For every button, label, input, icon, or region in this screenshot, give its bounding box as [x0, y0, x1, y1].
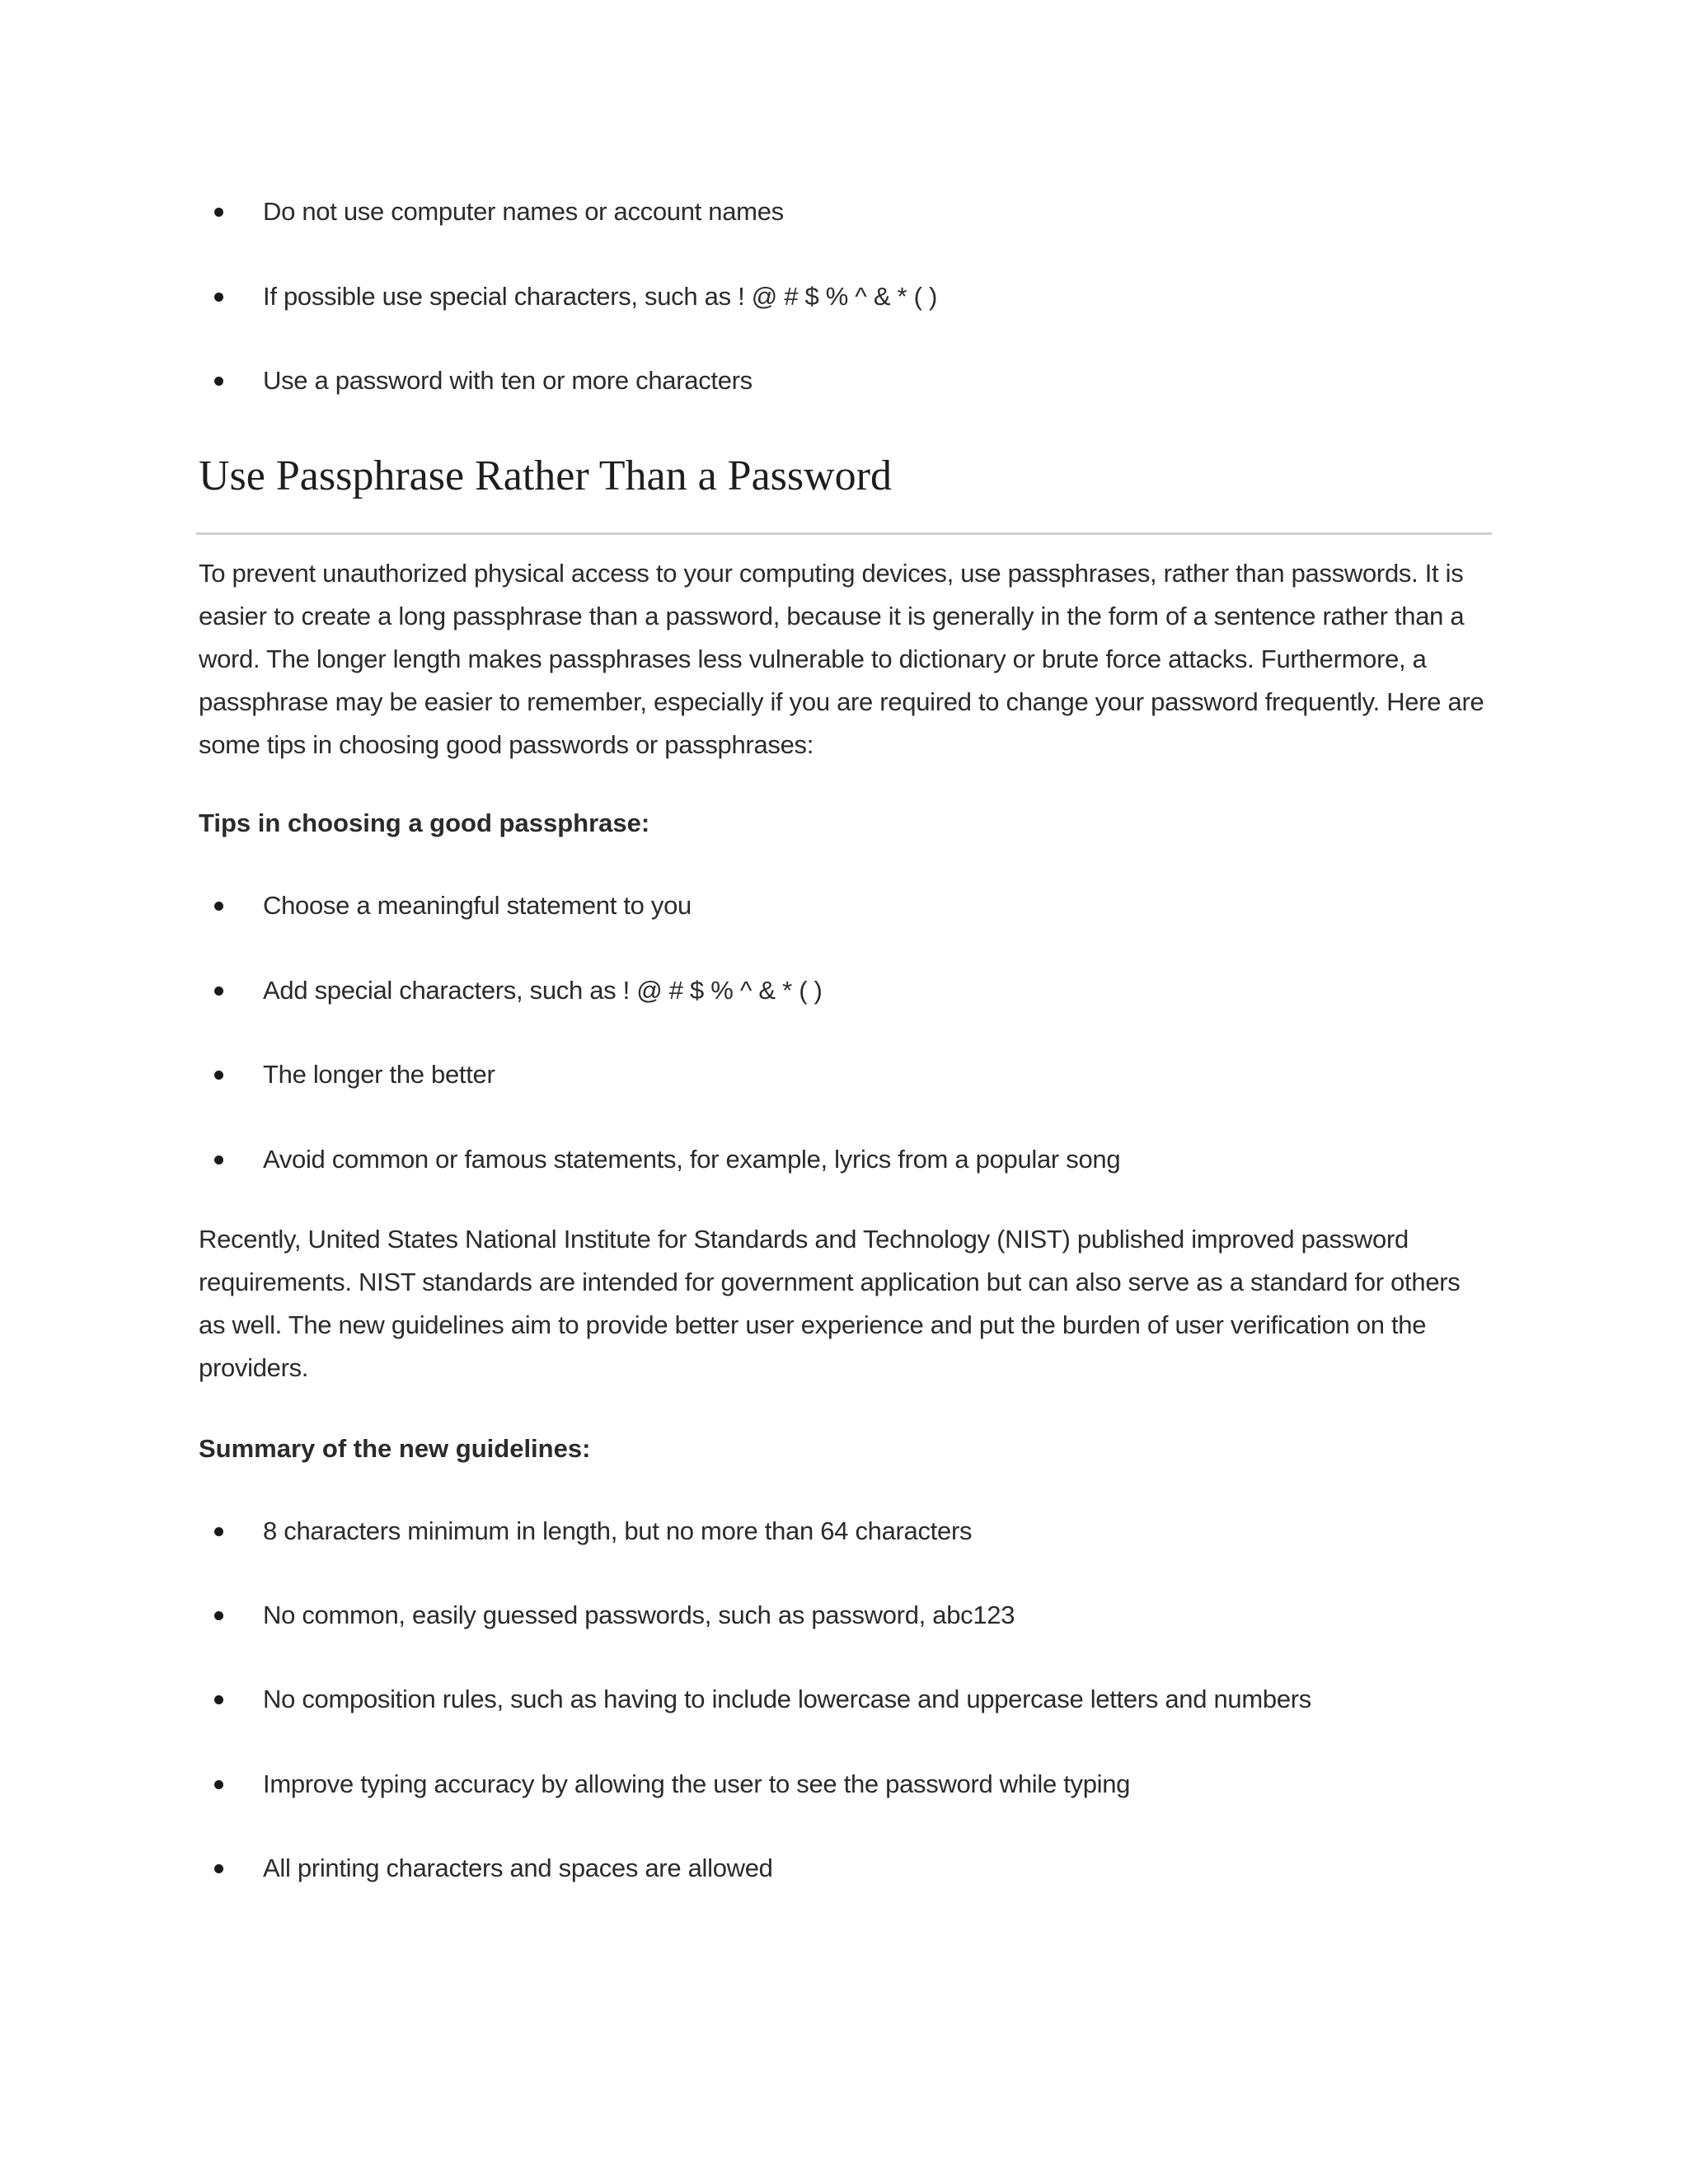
- list-item-text: Add special characters, such as ! @ # $ % ^ & * ( ): [263, 976, 823, 1005]
- nist-paragraph: Recently, United States National Institute for Standards and Technology (NIST) published improved password requirements. NIST standards are intended for government application but can also serve as a standard for others as well. The new guidelines aim to provide better user experience and put the burden of user verification on the providers.: [199, 1225, 1461, 1382]
- bullet-icon: [214, 1611, 223, 1620]
- list-item-text: No composition rules, such as having to include lowercase and uppercase letters and numbers: [263, 1685, 1311, 1713]
- summary-heading: Summary of the new guidelines:: [199, 1434, 591, 1463]
- list-item-text: Do not use computer names or account names: [263, 197, 784, 226]
- bullet-icon: [214, 1155, 223, 1165]
- list-item-text: The longer the better: [263, 1060, 495, 1089]
- bullet-icon: [214, 1695, 223, 1704]
- bullet-icon: [214, 1864, 223, 1873]
- bullet-icon: [214, 902, 223, 911]
- list-item-text: Use a password with ten or more characters: [263, 366, 753, 395]
- bullet-icon: [214, 1780, 223, 1789]
- list-item-text: Choose a meaningful statement to you: [263, 891, 692, 920]
- heading-divider: [196, 532, 1492, 535]
- list-item-text: All printing characters and spaces are allowed: [263, 1854, 773, 1882]
- bullet-icon: [214, 293, 223, 302]
- bullet-icon: [214, 987, 223, 996]
- list-item-text: 8 characters minimum in length, but no more than 64 characters: [263, 1516, 973, 1545]
- bullet-icon: [214, 1071, 223, 1080]
- bullet-icon: [214, 1527, 223, 1536]
- passphrase-paragraph: To prevent unauthorized physical access to your computing devices, use passphrases, rather than passwords. It is easier to create a long passphrase than a password, because it is generally in the form of a sentence rather than a word. The longer length makes passphrases less vulnerable to dictionary or brute force attacks. Furthermore, a passphrase may be easier to remember, especially if you are required to change your password frequently. Here are some tips in choosing good passwords or passphrases:: [199, 559, 1484, 759]
- tips-heading: Tips in choosing a good passphrase:: [199, 808, 650, 837]
- list-item-text: Avoid common or famous statements, for example, lyrics from a popular song: [263, 1145, 1121, 1174]
- bullet-icon: [214, 377, 223, 386]
- section-heading: Use Passphrase Rather Than a Password: [199, 452, 892, 499]
- list-item-text: No common, easily guessed passwords, such as password, abc123: [263, 1601, 1015, 1629]
- list-item-text: If possible use special characters, such as ! @ # $ % ^ & * ( ): [263, 282, 937, 311]
- list-item-text: Improve typing accuracy by allowing the user to see the password while typing: [263, 1769, 1131, 1798]
- bullet-icon: [214, 208, 223, 217]
